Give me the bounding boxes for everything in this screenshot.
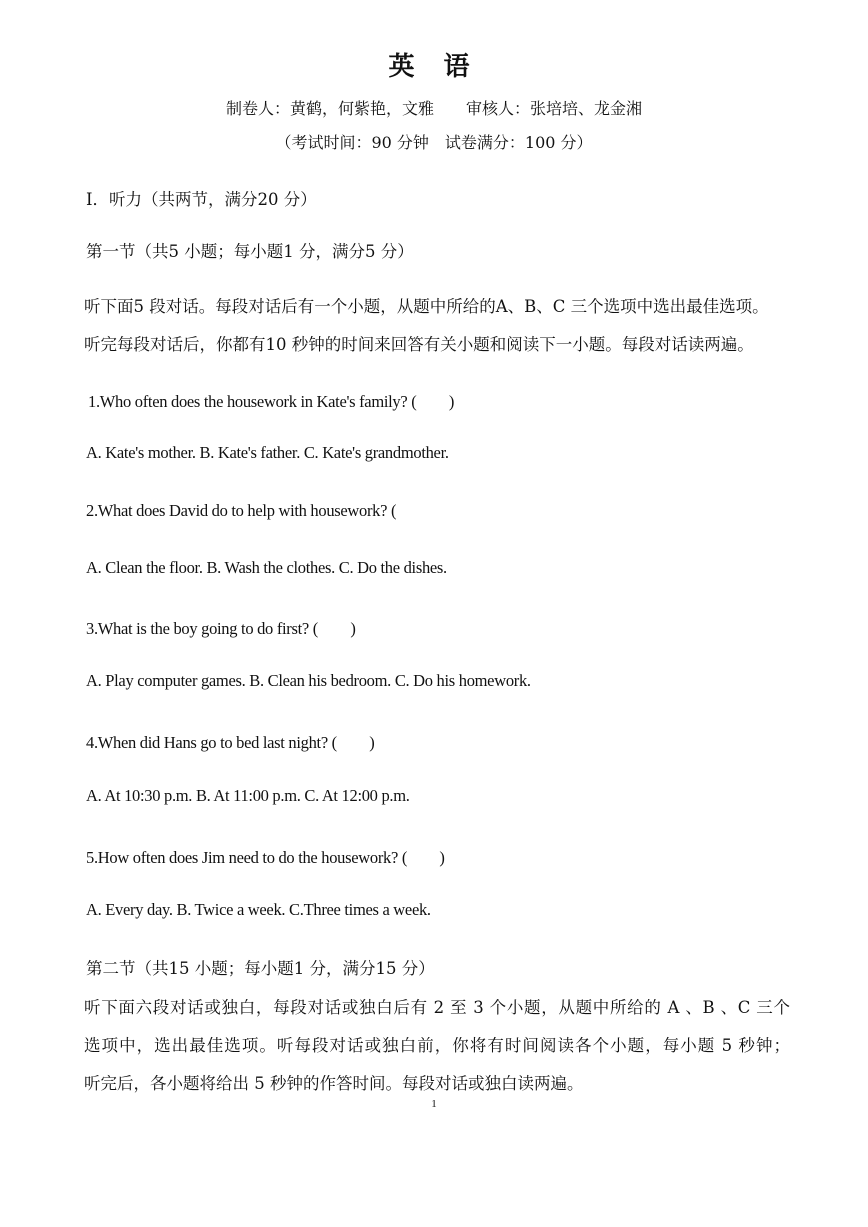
section2-heading: 第二节（共15 小题；每小题1 分，满分15 分） [86, 959, 435, 978]
question-2: 2.What does David do to help with housework? ( [86, 501, 397, 520]
question-5-options: A. Every day. B. Twice a week. C.Three times a week. [86, 900, 431, 919]
page-number: 1 [431, 1098, 437, 1110]
question-2-options: A. Clean the floor. B. Wash the clothes. C. Do the dishes. [86, 558, 447, 577]
section1-instruction-line: 听完每段对话后，你都有10 秒钟的时间来回答有关小题和阅读下一小题。每段对话读两遍。 [84, 335, 754, 354]
question-1: 1.Who often does the housework in Kate's family? ( ) [88, 392, 455, 411]
section1-instruction-line: 听下面5 段对话。每段对话后有一个小题，从题中所给的A、B、C 三个选项中选出最佳选项。 [84, 297, 769, 316]
part1-heading: I．听力（共两节，满分20 分） [86, 190, 317, 209]
section2-instruction-line: 听下面六段对话或独白，每段对话或独白后有 2 至 3 个小题，从题中所给的 A 、B 、C 三个 [84, 998, 790, 1017]
section2-instruction-line: 听完后，各小题将给出 5 秒钟的作答时间。每段对话或独白读两遍。 [84, 1074, 584, 1093]
question-3-options: A. Play computer games. B. Clean his bedroom. C. Do his homework. [86, 671, 531, 690]
authors-line: 制卷人：黄鹤，何紫艳，文雅 审核人：张培培、龙金湘 [225, 99, 642, 118]
question-4-options: A. At 10:30 p.m. B. At 11:00 p.m. C. At 12:00 p.m. [86, 786, 410, 805]
question-5: 5.How often does Jim need to do the housework? ( ) [86, 848, 445, 867]
question-1-options: A. Kate's mother. B. Kate's father. C. Kate's grandmother. [86, 443, 449, 462]
question-4: 4.When did Hans go to bed last night? ( ) [86, 733, 375, 752]
question-3: 3.What is the boy going to do first? ( ) [86, 619, 356, 638]
section2-instruction-line: 选项中，选出最佳选项。听每段对话或独白前，你将有时间阅读各个小题，每小题 5 秒钟； [84, 1036, 790, 1055]
section1-heading: 第一节（共5 小题；每小题1 分，满分5 分） [86, 242, 414, 261]
page-title: 英 语 [388, 52, 480, 82]
exam-info: （考试时间：90 分钟 试卷满分：100 分） [275, 133, 593, 152]
